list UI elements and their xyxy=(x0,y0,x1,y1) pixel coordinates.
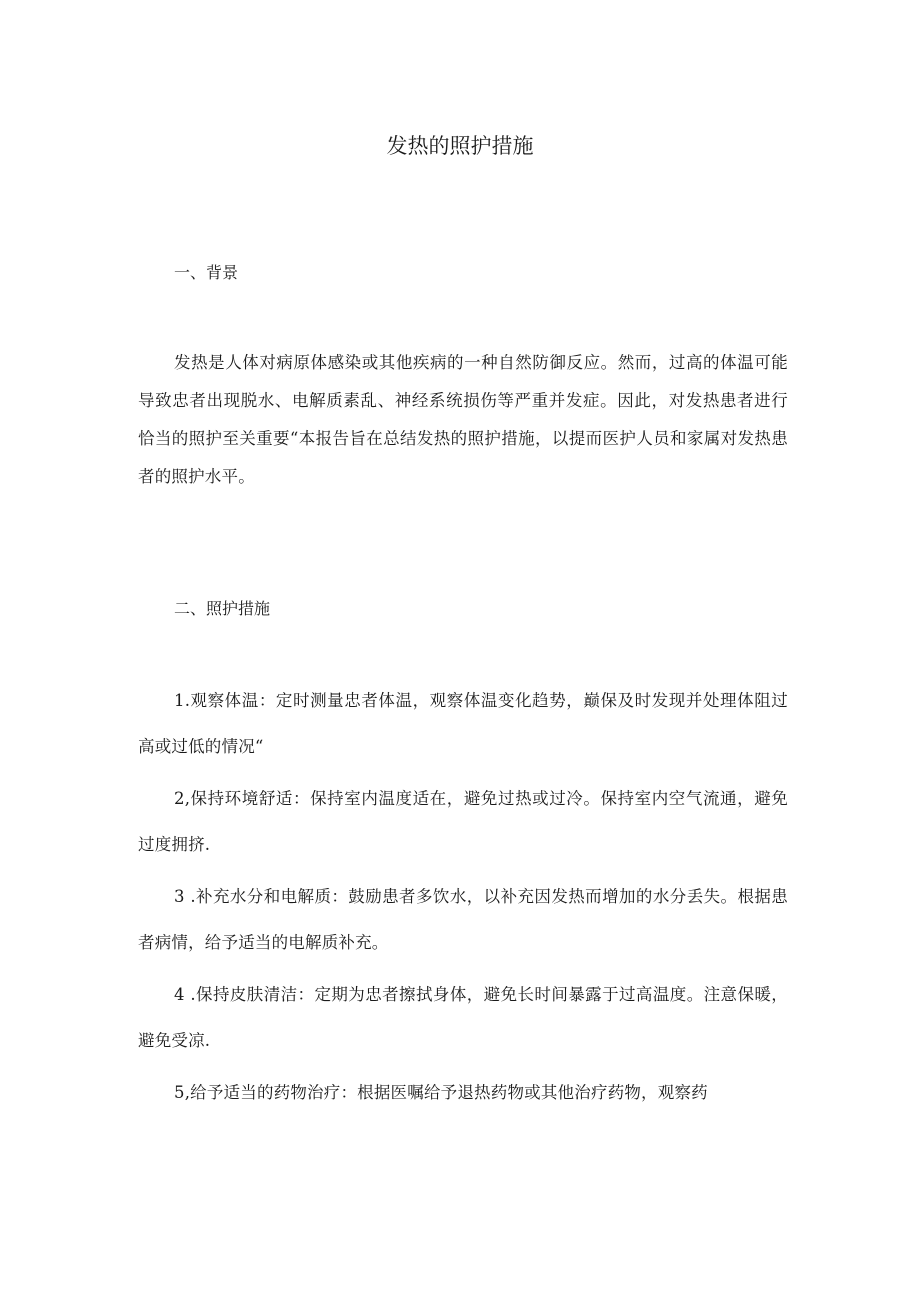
list-item-observe-temperature: 1.观察体温：定时测量忠者体温，观察体温变化趋势，巅保及时发现并处理体阻过高或过低的情况“ xyxy=(138,691,788,756)
list-item-medication: 5,给予适当的药物治疗：根据医嘱给予退热药物或其他治疗药物，观察药 xyxy=(174,1083,708,1102)
section-heading-background: 一、背景 xyxy=(174,263,239,282)
document-title: 发热的照护措施 xyxy=(386,134,534,158)
list-item-fluids-electrolytes: 3 .补充水分和电解质：鼓励患者多饮水，以补充因发热而增加的水分丢失。根据患者病情，给予适当的电解质补充。 xyxy=(138,887,788,952)
section-heading-care-measures: 二、照护措施 xyxy=(174,599,271,618)
list-item-comfortable-environment: 2,保持环境舒适：保持室内温度适在，避免过热或过冷。保持室内空气流通，避免过度拥挤. xyxy=(138,789,788,854)
background-paragraph: 发热是人体对病原体感染或其他疾病的一种自然防御反应。然而，过高的体温可能导致忠者出现脱水、电解质素乱、神经系统损伤等严重并发症。因此，对发热患者进行恰当的照护至关重要“本报告旨在总结发热的照护措施，以提而医护人员和家属对发热患者的照护水平。 xyxy=(138,353,788,486)
list-item-skin-cleanliness: 4 .保持皮肤清洁：定期为忠者擦拭身体，避免长时间暴露于过高温度。注意保暖，避免受凉. xyxy=(138,985,788,1050)
